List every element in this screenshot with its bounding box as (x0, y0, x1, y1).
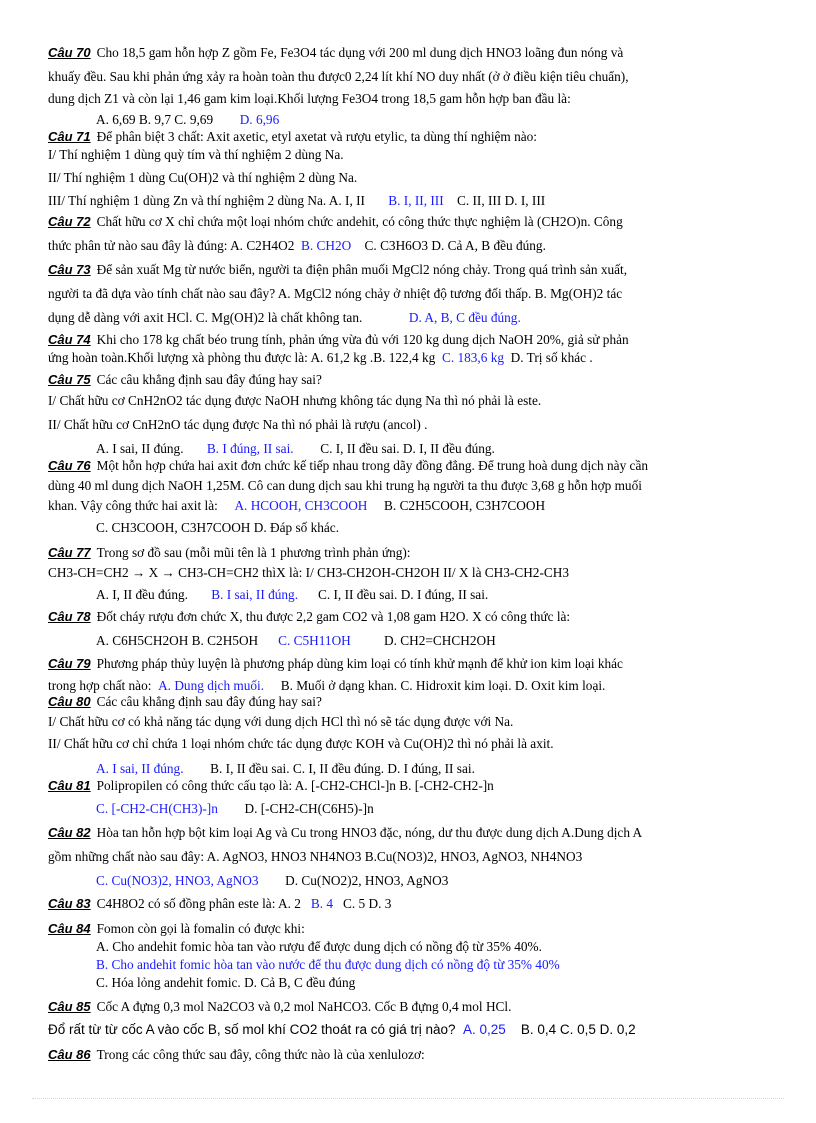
question-label: Câu 77 (48, 545, 91, 560)
options-text: C4H8O2 có số đồng phân este là: A. 2 (96, 896, 301, 911)
option-row (48, 760, 776, 778)
answer-option: B. CH2O (301, 238, 352, 253)
question-text: Chất hữu cơ X chỉ chứa một loại nhóm chức andehit, có công thức thực nghiệm là (CH2O)n. Công (96, 214, 623, 229)
question-text: I/ Thí nghiệm 1 dùng quỳ tím và thí nghiệm 2 dùng Na. (48, 147, 344, 162)
question-80 (48, 693, 776, 778)
options-tail: B. C2H5COOH, C3H7COOH (384, 498, 546, 513)
options-tail: D. Trị số khác . (510, 350, 593, 365)
options-text: A. I sai, II đúng. (96, 441, 184, 456)
options-tail: C. 5 D. 3 (343, 896, 392, 911)
option-row (48, 497, 776, 515)
question-82 (48, 824, 776, 890)
answer-option: B. Cho andehit fomic hòa tan vào nước để thu được dung dịch có nồng độ từ 35% 40% (96, 957, 560, 972)
answer-option: D. A, B, C đều đúng. (408, 310, 521, 325)
question-label: Câu 83 (48, 896, 91, 911)
options-tail: C. II, III D. I, III (456, 193, 546, 208)
answer-option: B. 4 (310, 896, 334, 911)
options-tail: B. I, II đều sai. C. I, II đều đúng. D. I đúng, II sai. (210, 761, 475, 776)
question-78 (48, 608, 776, 650)
question-83 (48, 895, 776, 913)
question-label: Câu 80 (48, 694, 91, 709)
question-85 (48, 998, 776, 1039)
question-text: CH3-CH=CH2 → X → CH3-CH=CH2 thìX là: I/ CH3-CH2OH-CH2OH II/ X là CH3-CH2-CH3 (48, 565, 570, 580)
option-row (48, 309, 776, 327)
option-row (48, 586, 776, 604)
question-label: Câu 72 (48, 214, 91, 229)
question-label: Câu 78 (48, 609, 91, 624)
answer-option: D. 6,96 (239, 112, 280, 127)
question-text: Các câu khẳng định sau đây đúng hay sai? (96, 694, 322, 709)
page-bottom-divider (32, 1098, 784, 1099)
answer-option: A. HCOOH, CH3COOH (234, 498, 368, 513)
options-text: thức phân tử nào sau đây là đúng: A. C2H4O2 (48, 238, 295, 253)
answer-option: A. 0,25 (463, 1022, 506, 1037)
question-label: Câu 71 (48, 129, 91, 144)
options-tail: B. Muối ở dạng khan. C. Hidroxit kim loại. D. Oxit kim loại. (280, 678, 606, 693)
question-73 (48, 261, 776, 327)
question-text: Trong sơ đồ sau (mỗi mũi tên là 1 phương trình phản ứng): (96, 545, 411, 560)
question-76 (48, 457, 776, 537)
option-row: C. Hóa lỏng andehit fomic. D. Cả B, C đều đúng (96, 975, 356, 990)
question-text: dùng 40 ml dung dịch NaOH 1,25M. Cô can dung dịch sau khi trung hạ người ta thu được 3,68 g hỗn hợp muối (48, 478, 642, 493)
option-row: C. CH3COOH, C3H7COOH D. Đáp số khác. (96, 520, 340, 535)
question-label: Câu 70 (48, 45, 91, 60)
options-tail: B. 0,4 C. 0,5 D. 0,2 (520, 1022, 636, 1037)
option-row (48, 192, 776, 210)
question-text: Phương pháp thủy luyện là phương pháp dùng kim loại có tính khử mạnh để khử ion kim loại khác (96, 656, 623, 671)
question-label: Câu 75 (48, 372, 91, 387)
options-text: dụng dễ dàng với axit HCl. C. Mg(OH)2 là chất không tan. (48, 310, 363, 325)
options-text: A. I, II đều đúng. (96, 587, 188, 602)
answer-option: B. I sai, II đúng. (211, 587, 299, 602)
question-71 (48, 128, 776, 210)
option-row (48, 349, 776, 367)
question-text: Trong các công thức sau đây, công thức nào là của xenlulozơ: (96, 1047, 425, 1062)
question-text: II/ Chất hữu cơ CnH2nO tác dụng được Na thì nó phải là rượu (ancol) . (48, 417, 428, 432)
options-text: Đổ rất từ từ cốc A vào cốc B, số mol khí CO2 thoát ra có giá trị nào? (48, 1022, 456, 1037)
question-70 (48, 44, 776, 129)
options-text: ứng hoàn toàn.Khối lượng xà phòng thu được là: A. 61,2 kg .B. 122,4 kg (48, 350, 436, 365)
option-row (48, 1021, 776, 1039)
answer-option: B. I, II, III (388, 193, 444, 208)
question-text: Polipropilen có công thức cấu tạo là: A. [-CH2-CHCl-]n B. [-CH2-CH2-]n (96, 778, 494, 793)
options-tail: D. [-CH2-CH(C6H5)-]n (244, 801, 374, 816)
question-77 (48, 544, 776, 604)
question-label: Câu 85 (48, 999, 91, 1014)
question-text: I/ Chất hữu cơ CnH2nO2 tác dụng được NaOH nhưng không tác dụng Na thì nó phải là este. (48, 393, 542, 408)
question-text: dung dịch Z1 và còn lại 1,46 gam kim loại.Khối lượng Fe3O4 trong 18,5 gam hỗn hợp ban đầu là: (48, 91, 571, 106)
question-text: Fomon còn gọi là fomalin có được khi: (96, 921, 305, 936)
question-79 (48, 655, 776, 695)
option-row (48, 111, 776, 129)
option-row: A. Cho andehit fomic hòa tan vào rượu để được dung dịch có nồng độ từ 35% 40%. (96, 939, 542, 954)
question-81 (48, 777, 776, 818)
question-75 (48, 371, 776, 458)
options-text: A. C6H5CH2OH B. C2H5OH (96, 633, 259, 648)
question-text: II/ Thí nghiệm 1 dùng Cu(OH)2 và thí nghiệm 2 dùng Na. (48, 170, 358, 185)
options-tail: D. CH2=CHCH2OH (384, 633, 496, 648)
options-text: A. 6,69 B. 9,7 C. 9,69 (96, 112, 214, 127)
question-label: Câu 82 (48, 825, 91, 840)
question-74 (48, 331, 776, 367)
question-label: Câu 84 (48, 921, 91, 936)
question-label: Câu 76 (48, 458, 91, 473)
question-text: Một hỗn hợp chứa hai axit đơn chức kế tiếp nhau trong dãy đồng đẳng. Để trung hoà dung dịch này cần (96, 458, 648, 473)
question-text: Các câu khẳng định sau đây đúng hay sai? (96, 372, 322, 387)
question-text: Cho 18,5 gam hỗn hợp Z gồm Fe, Fe3O4 tác dụng với 200 ml dung dịch HNO3 loãng đun nóng và (96, 45, 624, 60)
question-text: người ta đã dựa vào tính chất nào sau đây? A. MgCl2 nóng chảy ở nhiệt độ tương đối thấp. B. Mg(OH)2 tác (48, 286, 623, 301)
options-text: khan. Vậy công thức hai axit là: (48, 498, 218, 513)
question-label: Câu 81 (48, 778, 91, 793)
question-text: Đốt cháy rượu đơn chức X, thu được 2,2 gam CO2 và 1,08 gam H2O. X có công thức là: (96, 609, 571, 624)
options-tail: D. Cu(NO2)2, HNO3, AgNO3 (285, 873, 449, 888)
answer-option: A. Dung dịch muối. (158, 678, 265, 693)
question-text: gồm những chất nào sau đây: A. AgNO3, HNO3 NH4NO3 B.Cu(NO3)2, HNO3, AgNO3, NH4NO3 (48, 849, 583, 864)
options-text: trong hợp chất nào: (48, 678, 152, 693)
question-label: Câu 79 (48, 656, 91, 671)
question-72 (48, 213, 776, 255)
question-label: Câu 73 (48, 262, 91, 277)
answer-option: C. C5H11OH (278, 633, 351, 648)
answer-option: B. I đúng, II sai. (206, 441, 294, 456)
question-text: khuấy đều. Sau khi phản ứng xảy ra hoàn toàn thu được0 2,24 lít khí NO duy nhất (ở ở điều kiện tiêu chuẩn), (48, 69, 629, 84)
options-tail: C. I, II đều sai. D. I đúng, II sai. (317, 587, 489, 602)
options-tail: C. C3H6O3 D. Cả A, B đều đúng. (364, 238, 546, 253)
option-row (48, 237, 776, 255)
question-label: Câu 74 (48, 332, 91, 347)
question-84 (48, 920, 776, 992)
options-text: III/ Thí nghiệm 1 dùng Zn và thí nghiệm 2 dùng Na. A. I, II (48, 193, 365, 208)
question-text: Khi cho 178 kg chất béo trung tính, phản ứng vừa đủ với 120 kg dung dịch NaOH 20%, giả sử phản (96, 332, 629, 347)
answer-option: C. [-CH2-CH(CH3)-]n (96, 801, 218, 816)
question-text: Cốc A đựng 0,3 mol Na2CO3 và 0,2 mol NaHCO3. Cốc B đựng 0,4 mol HCl. (96, 999, 512, 1014)
option-row (48, 440, 776, 458)
question-text: Để phân biệt 3 chất: Axit axetic, etyl axetat và rượu etylic, ta dùng thí nghiệm nào: (96, 129, 537, 144)
question-text: Hòa tan hỗn hợp bột kim loại Ag và Cu trong HNO3 đặc, nóng, dư thu được dung dịch A.Dung dịch A (96, 825, 643, 840)
options-tail: C. I, II đều sai. D. I, II đều đúng. (320, 441, 495, 456)
question-text: II/ Chất hữu cơ chỉ chứa 1 loại nhóm chức tác dụng được KOH và Cu(OH)2 thì nó phải là axit. (48, 736, 554, 751)
question-86 (48, 1046, 776, 1064)
option-row (48, 872, 776, 890)
option-row (48, 800, 776, 818)
question-text: I/ Chất hữu cơ có khả năng tác dụng với dung dịch HCl thì nó sẽ tác dụng được với Na. (48, 714, 514, 729)
answer-option: A. I sai, II đúng. (96, 761, 184, 776)
option-row (48, 632, 776, 650)
question-label: Câu 86 (48, 1047, 91, 1062)
answer-option: C. 183,6 kg (441, 350, 505, 365)
question-text: Để sản xuất Mg từ nước biển, người ta điện phân muối MgCl2 nóng chảy. Trong quá trình sản xuất, (96, 262, 628, 277)
answer-option: C. Cu(NO3)2, HNO3, AgNO3 (96, 873, 259, 888)
